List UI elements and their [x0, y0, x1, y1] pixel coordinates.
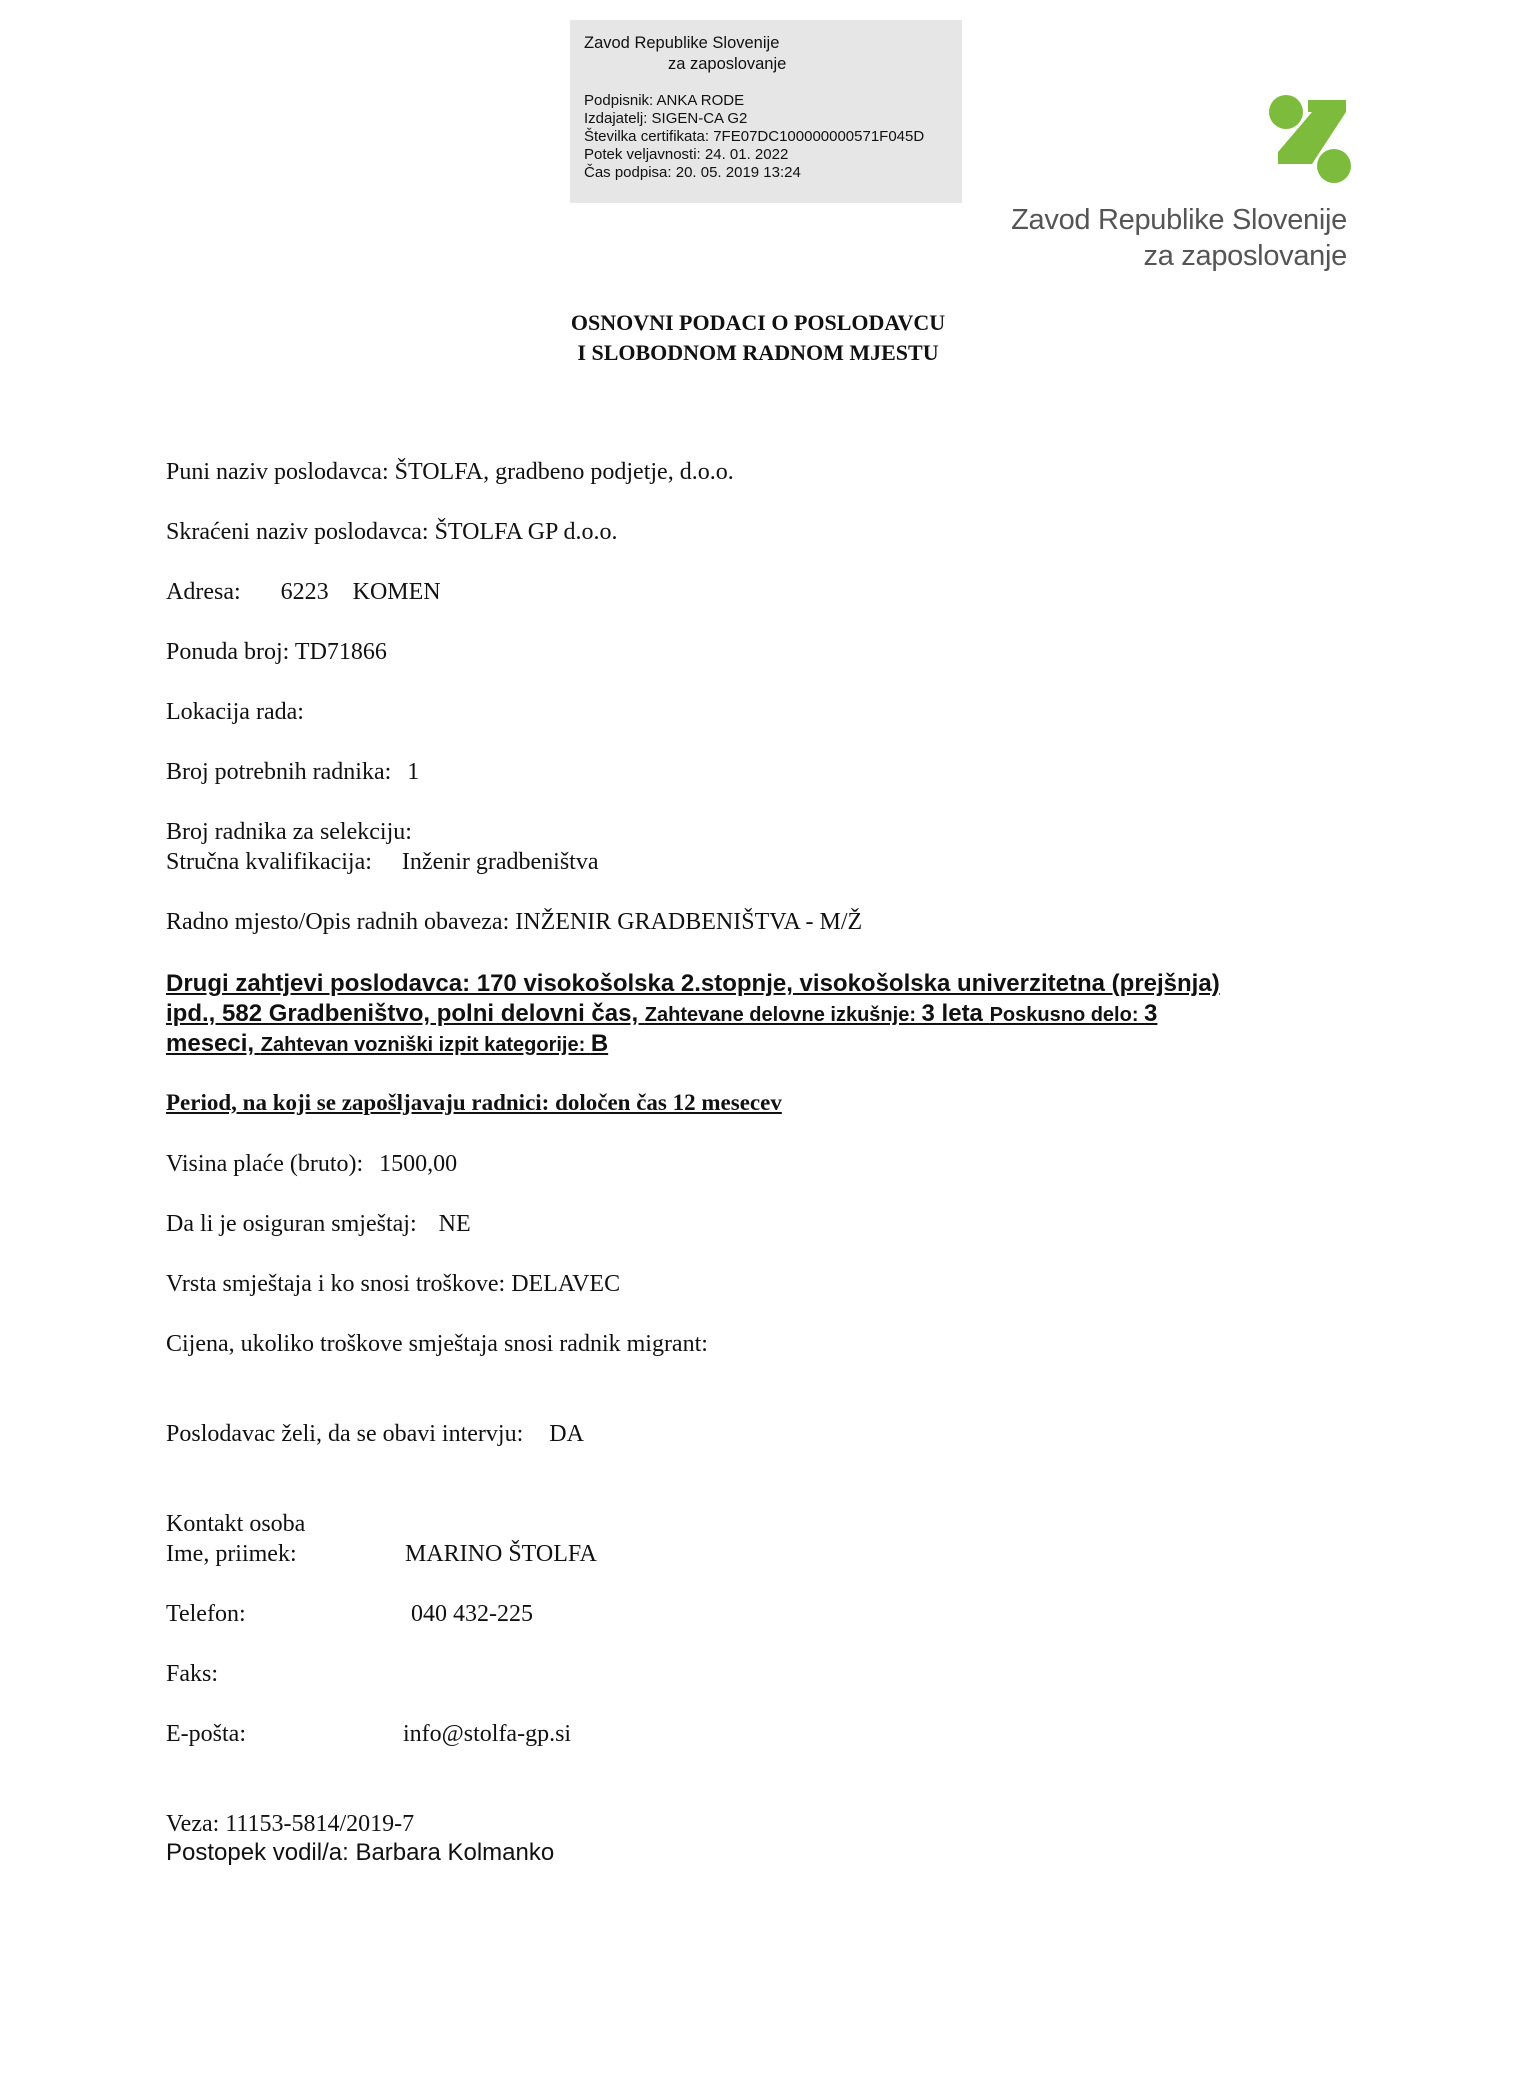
- qualification-row: [166, 849, 599, 876]
- full-name-row: [166, 459, 734, 486]
- workers-needed-label: Broj potrebnih radnika:: [166, 759, 392, 785]
- zrss-logo-icon: [1268, 94, 1352, 186]
- position-row: [166, 909, 862, 936]
- signature-cert-number: Številka certifikata: 7FE07DC100000000571F045D: [584, 128, 925, 145]
- accommodation-row: [166, 1211, 471, 1238]
- accommodation-value: NE: [438, 1211, 471, 1237]
- interview-row: [166, 1421, 584, 1448]
- signature-time: Čas podpisa: 20. 05. 2019 13:24: [584, 164, 801, 181]
- employment-period: Period, na koji se zapošljavaju radnici: določen čas 12 mesecev: [166, 1090, 782, 1115]
- full-name-value: ŠTOLFA, gradbeno podjetje, d.o.o.: [394, 459, 734, 485]
- requirements-line3: [166, 1030, 608, 1058]
- interview-label: Poslodavac želi, da se obavi intervju:: [166, 1421, 524, 1447]
- signature-signer: Podpisnik: ANKA RODE: [584, 92, 745, 109]
- contact-email-label: E-pošta:: [166, 1721, 246, 1747]
- accommodation-label: Da li je osiguran smještaj:: [166, 1211, 417, 1237]
- address-postcode: 6223: [280, 579, 329, 605]
- signature-org-line2: za zaposlovanje: [668, 55, 787, 73]
- salary-row: [166, 1151, 457, 1178]
- workers-needed-row: [166, 759, 419, 786]
- qualification-value: Inženir gradbeništva: [401, 849, 599, 875]
- requirements-experience-label: Zahtevane delovne izkušnje:: [644, 1004, 922, 1026]
- accommodation-type-row: [166, 1271, 620, 1298]
- requirements-line2: [166, 1000, 1157, 1028]
- procedure-handler: Postopek vodil/a: Barbara Kolmanko: [166, 1839, 555, 1866]
- logo-text-line2: za zaposlovanje: [1143, 240, 1347, 272]
- salary-value: 1500,00: [379, 1151, 458, 1177]
- offer-value: TD71866: [294, 639, 387, 665]
- contact-heading: Kontakt osoba: [166, 1511, 306, 1537]
- contact-phone-label: Telefon:: [166, 1601, 246, 1627]
- address-label: Adresa:: [166, 579, 241, 605]
- contact-email-value[interactable]: info@stolfa-gp.si: [403, 1721, 572, 1747]
- offer-row: [166, 639, 387, 666]
- contact-name-value: MARINO ŠTOLFA: [405, 1541, 597, 1567]
- contact-name-label: Ime, priimek:: [166, 1541, 297, 1567]
- contact-phone-value: 040 432-225: [411, 1601, 533, 1627]
- document-title-line2: I SLOBODNOM RADNOM MJESTU: [577, 340, 939, 365]
- location-label: Lokacija rada:: [166, 699, 304, 725]
- requirements-line1: Drugi zahtjevi poslodavca: 170 visokošolska 2.stopnje, visokošolska univerzitetna (prejšnja): [166, 970, 1220, 997]
- requirements-experience-value: 3 leta: [921, 1000, 990, 1027]
- position-label: Radno mjesto/Opis radnih obaveza:: [166, 909, 510, 935]
- logo-text-line1: Zavod Republike Slovenije: [1011, 204, 1347, 236]
- signature-issuer: Izdajatelj: SIGEN-CA G2: [584, 110, 748, 127]
- interview-value: DA: [549, 1421, 584, 1447]
- requirements-license-value: B: [590, 1030, 609, 1057]
- address-city: KOMEN: [352, 579, 441, 605]
- short-name-label: Skraćeni naziv poslodavca:: [166, 519, 429, 545]
- signature-validity: Potek veljavnosti: 24. 01. 2022: [584, 146, 789, 163]
- offer-label: Ponuda broj:: [166, 639, 290, 665]
- price-label: Cijena, ukoliko troškove smještaja snosi radnik migrant:: [166, 1331, 708, 1357]
- qualification-label: Stručna kvalifikacija:: [166, 849, 372, 875]
- short-name-row: [166, 519, 618, 546]
- signature-org-line1: Zavod Republike Slovenije: [584, 34, 780, 52]
- position-value: INŽENIR GRADBENIŠTVA - M/Ž: [515, 909, 863, 935]
- document-title-line1: OSNOVNI PODACI O POSLODAVCU: [570, 310, 946, 335]
- requirements-line2-a: ipd., 582 Gradbeništvo, polni delovni čas,: [166, 1000, 645, 1027]
- requirements-line3-a: meseci,: [166, 1030, 261, 1057]
- workers-needed-value: 1: [407, 759, 420, 785]
- full-name-label: Puni naziv poslodavca:: [166, 459, 389, 485]
- requirements-license-label: Zahtevan vozniški izpit kategorije:: [260, 1034, 591, 1056]
- short-name-value: ŠTOLFA GP d.o.o.: [434, 519, 618, 545]
- digital-signature-box: [570, 20, 962, 203]
- reference-number: Veza: 11153-5814/2019-7: [166, 1811, 415, 1837]
- requirements-probation-label: Poskusno delo:: [989, 1004, 1145, 1026]
- salary-label: Visina plaće (bruto):: [166, 1151, 364, 1177]
- address-row: [166, 579, 441, 606]
- contact-fax-label: Faks:: [166, 1661, 219, 1687]
- accommodation-type-value: DELAVEC: [511, 1271, 621, 1297]
- requirements-probation-value: 3: [1144, 1000, 1158, 1027]
- accommodation-type-label: Vrsta smještaja i ko snosi troškove:: [166, 1271, 506, 1297]
- workers-selection-label: Broj radnika za selekciju:: [166, 819, 412, 845]
